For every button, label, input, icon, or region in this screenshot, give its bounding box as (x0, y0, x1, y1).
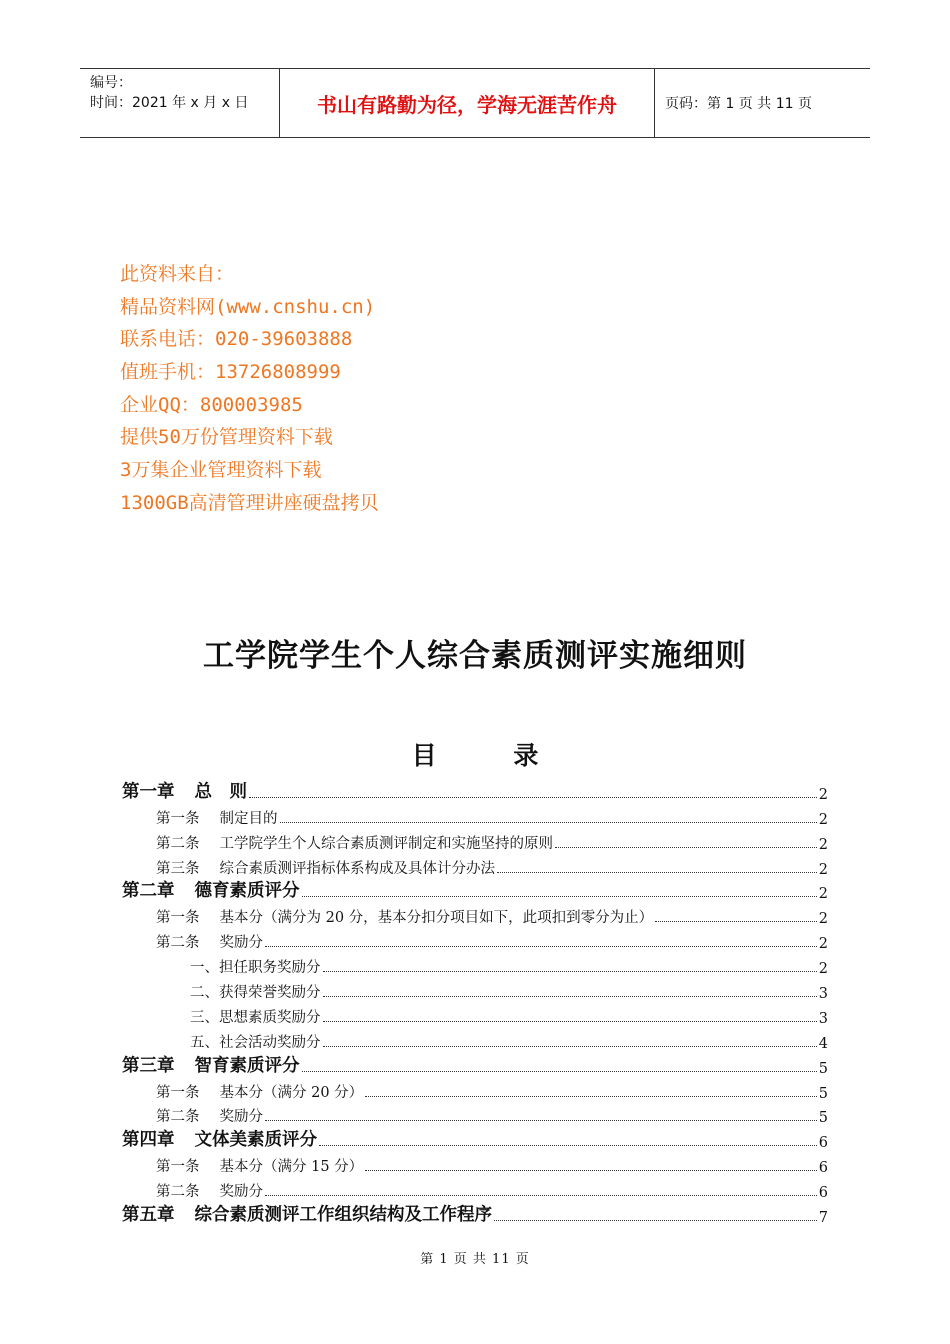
toc-page-number: 6 (818, 1185, 828, 1202)
toc-dot-leader (249, 797, 817, 798)
toc-page-number: 6 (818, 1160, 828, 1177)
page-footer: 第 1 页 共 11 页 (420, 1252, 530, 1267)
toc-entry[interactable] (122, 828, 828, 853)
toc-entry-number: 第二章 (122, 881, 175, 902)
toc-entry[interactable] (122, 1002, 828, 1027)
source-line: 1300GB高清管理讲座硬盘拷贝 (120, 491, 379, 514)
table-of-contents (122, 778, 828, 1226)
toc-chapter-entry[interactable] (122, 778, 828, 803)
toc-entry[interactable] (122, 1027, 828, 1052)
page-header (80, 68, 870, 138)
toc-entry[interactable] (122, 1176, 828, 1201)
number-label: 编号： (90, 75, 132, 91)
toc-entry[interactable] (122, 853, 828, 878)
toc-entry-number: 第二条 (156, 1109, 200, 1126)
toc-dot-leader (265, 1120, 817, 1121)
header-motto (280, 69, 655, 137)
toc-entry-title: 综合素质测评工作组织结构及工作程序 (194, 1205, 492, 1226)
toc-dot-leader (323, 1046, 817, 1047)
toc-entry-title: 基本分（满分为 20 分，基本分扣分项目如下，此项扣到零分为止） (219, 910, 654, 927)
toc-entry-title: 奖励分 (219, 935, 263, 952)
toc-dot-leader (265, 1195, 817, 1196)
toc-entry-label (122, 1126, 317, 1151)
toc-entry-number: 第四章 (122, 1130, 175, 1151)
toc-entry[interactable] (122, 927, 828, 952)
toc-page-number: 2 (818, 911, 828, 928)
toc-entry-label (190, 1031, 321, 1052)
source-info-block (120, 258, 379, 520)
header-meta (80, 69, 280, 137)
date-label: 时间：2021 年 x 月 x 日 (90, 95, 249, 111)
toc-entry-title: 二、获得荣誉奖励分 (190, 985, 321, 1002)
toc-dot-leader (497, 872, 817, 873)
toc-page-number: 5 (818, 1110, 828, 1127)
toc-entry[interactable] (122, 803, 828, 828)
document-title: 工学院学生个人综合素质测评实施细则 (203, 638, 747, 674)
toc-entry-title: 三、思想素质奖励分 (190, 1009, 321, 1026)
toc-chapter-entry[interactable] (122, 1052, 828, 1077)
toc-dot-leader (319, 1145, 817, 1146)
toc-entry-title: 一、担任职务奖励分 (190, 960, 321, 977)
toc-entry-title: 工学院学生个人综合素质测评制定和实施坚持的原则 (219, 835, 553, 852)
toc-entry-title: 奖励分 (219, 1184, 263, 1201)
toc-page-number: 2 (818, 861, 828, 878)
toc-page-number: 3 (818, 1010, 828, 1027)
toc-entry-label (190, 956, 321, 977)
toc-dot-leader (265, 946, 817, 947)
toc-entry-title: 综合素质测评指标体系构成及具体计分办法 (219, 860, 495, 877)
source-line: 精品资料网(www.cnshu.cn) (120, 295, 376, 318)
page-info-text: 页码：第 1 页 共 11 页 (665, 96, 812, 112)
toc-entry-number: 第一章 (122, 781, 175, 802)
toc-entry-title: 基本分（满分 20 分） (219, 1084, 364, 1101)
toc-entry-number: 第一条 (156, 910, 200, 927)
toc-entry[interactable] (122, 902, 828, 927)
toc-entry[interactable] (122, 1151, 828, 1176)
toc-entry[interactable] (122, 952, 828, 977)
toc-page-number: 2 (818, 786, 828, 803)
toc-dot-leader (555, 847, 817, 848)
toc-entry-title: 制定目的 (219, 810, 278, 827)
toc-entry-title: 基本分（满分 15 分） (219, 1159, 364, 1176)
toc-chapter-entry[interactable] (122, 878, 828, 903)
toc-dot-leader (655, 921, 817, 922)
toc-dot-leader (323, 996, 817, 997)
toc-page-number: 6 (818, 1135, 828, 1152)
toc-entry[interactable] (122, 977, 828, 1002)
toc-entry-label (156, 1180, 263, 1201)
toc-entry-label (156, 1155, 363, 1176)
toc-entry-title: 总 则 (194, 781, 247, 802)
toc-dot-leader (494, 1220, 817, 1221)
toc-entry-title: 奖励分 (219, 1109, 263, 1126)
toc-entry-label (190, 981, 321, 1002)
toc-entry-label (156, 931, 263, 952)
toc-entry-label (156, 1081, 363, 1102)
toc-entry-label (122, 778, 247, 803)
toc-entry-title: 德育素质评分 (194, 881, 300, 902)
toc-dot-leader (365, 1096, 817, 1097)
toc-heading (0, 736, 950, 772)
source-line: 值班手机：13726808999 (120, 361, 341, 384)
toc-entry-label (156, 1105, 263, 1126)
toc-entry-title: 五、社会活动奖励分 (190, 1034, 321, 1051)
toc-entry-label (156, 857, 495, 878)
toc-page-number: 2 (818, 836, 828, 853)
toc-entry-label (122, 1052, 300, 1077)
toc-chapter-entry[interactable] (122, 1126, 828, 1151)
toc-entry-label (122, 1201, 492, 1226)
toc-entry-label (156, 906, 653, 927)
toc-page-number: 2 (818, 961, 828, 978)
header-page-info (655, 69, 870, 137)
toc-entry-label (122, 877, 300, 902)
source-line: 此资料来自： (120, 263, 235, 285)
toc-entry[interactable] (122, 1077, 828, 1102)
toc-dot-leader (323, 971, 817, 972)
toc-page-number: 2 (818, 811, 828, 828)
toc-entry-title: 智育素质评分 (194, 1055, 300, 1076)
toc-dot-leader (323, 1021, 817, 1022)
toc-entry-number: 第一条 (156, 1084, 200, 1101)
toc-dot-leader (302, 1071, 817, 1072)
motto-text: 书山有路勤为径，学海无涯苦作舟 (317, 92, 617, 117)
toc-page-number: 7 (818, 1210, 828, 1227)
toc-entry-title: 文体美素质评分 (194, 1130, 317, 1151)
toc-chapter-entry[interactable] (122, 1201, 828, 1226)
toc-page-number: 5 (818, 1060, 828, 1077)
toc-page-number: 4 (818, 1035, 828, 1052)
toc-dot-leader (365, 1170, 817, 1171)
toc-entry-number: 第一条 (156, 810, 200, 827)
toc-entry-number: 第二条 (156, 835, 200, 852)
toc-entry-number: 第五章 (122, 1205, 175, 1226)
toc-page-number: 2 (818, 886, 828, 903)
toc-entry-label (156, 807, 278, 828)
toc-entry-number: 第三章 (122, 1055, 175, 1076)
source-line: 3万集企业管理资料下载 (120, 459, 322, 482)
toc-dot-leader (302, 896, 817, 897)
toc-entry-number: 第三条 (156, 860, 200, 877)
source-line: 企业QQ：800003985 (120, 393, 303, 416)
toc-page-number: 5 (818, 1085, 828, 1102)
toc-entry-label (156, 832, 553, 853)
toc-heading-char: 录 (513, 741, 539, 770)
source-line: 提供50万份管理资料下载 (120, 426, 333, 449)
toc-page-number: 2 (818, 936, 828, 953)
toc-entry-number: 第二条 (156, 935, 200, 952)
toc-entry-number: 第一条 (156, 1159, 200, 1176)
toc-entry[interactable] (122, 1102, 828, 1127)
toc-heading-char: 目 (411, 741, 437, 770)
toc-dot-leader (280, 822, 817, 823)
toc-entry-number: 第二条 (156, 1184, 200, 1201)
source-line: 联系电话：020-39603888 (120, 328, 353, 351)
toc-entry-label (190, 1006, 321, 1027)
toc-page-number: 3 (818, 986, 828, 1003)
